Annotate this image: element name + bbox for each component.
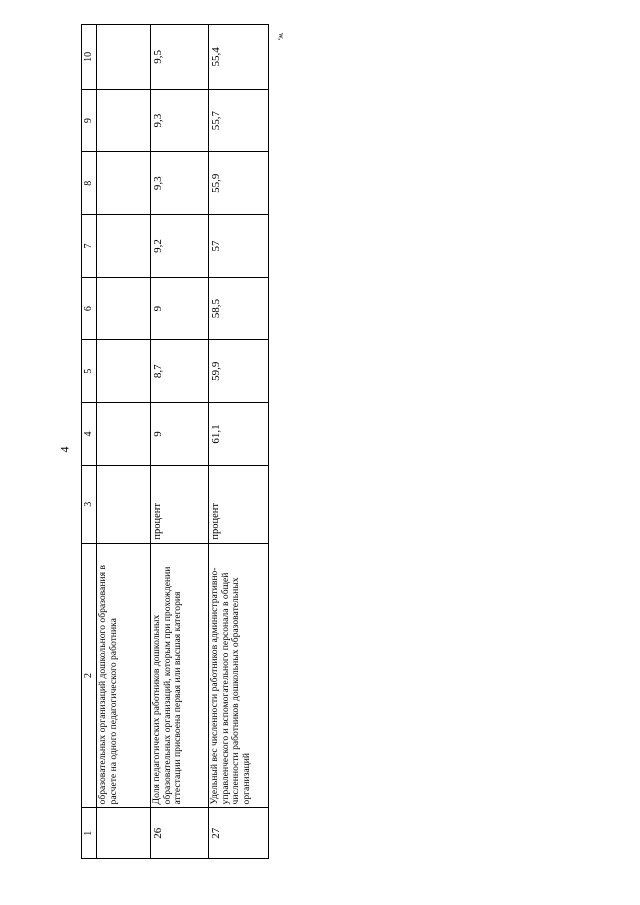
- indicators-table: [81, 24, 269, 859]
- value-cell: 9: [151, 403, 209, 466]
- value-cell: 55,9: [209, 152, 269, 215]
- header-col-9: 9: [82, 89, 97, 152]
- page-number: 4: [57, 446, 72, 453]
- value-cell: [97, 340, 151, 403]
- row-number: [97, 808, 151, 859]
- header-col-3: 3: [82, 465, 97, 543]
- unit-cell: [97, 465, 151, 543]
- value-cell: 55,7: [209, 89, 269, 152]
- table-row: [151, 25, 209, 859]
- value-cell: [97, 277, 151, 340]
- value-cell: 55,4: [209, 25, 269, 90]
- value-cell: 57: [209, 215, 269, 278]
- unit-cell: процент: [209, 465, 269, 543]
- value-cell: [97, 89, 151, 152]
- value-cell: 59,9: [209, 340, 269, 403]
- indicator-description: образовательных организаций дошкольного образования в расчете на одного педагогического работника: [97, 543, 151, 808]
- table-row: [97, 25, 151, 859]
- header-col-2: 2: [82, 543, 97, 808]
- indicator-description: Доля педагогических работников дошкольных образовательных организаций, которым при прохождении аттестации присвоена первая или высшая категория: [151, 543, 209, 808]
- row-number: 26: [151, 808, 209, 859]
- value-cell: [97, 152, 151, 215]
- header-col-4: 4: [82, 403, 97, 466]
- header-col-7: 7: [82, 215, 97, 278]
- table-row: [209, 25, 269, 859]
- indicator-description: Удельный вес численности работников административно-управленческого и вспомогательного персонала в общей численности работников дошкольных образовательных организаций: [209, 543, 269, 808]
- header-col-10: 10: [82, 25, 97, 90]
- value-cell: 9,2: [151, 215, 209, 278]
- header-col-8: 8: [82, 152, 97, 215]
- corner-mark: w,: [277, 32, 287, 41]
- value-cell: 61,1: [209, 403, 269, 466]
- value-cell: 58,5: [209, 277, 269, 340]
- value-cell: [97, 215, 151, 278]
- value-cell: 9,5: [151, 25, 209, 90]
- header-row: [82, 25, 97, 859]
- value-cell: 9: [151, 277, 209, 340]
- value-cell: 9,3: [151, 152, 209, 215]
- value-cell: [97, 403, 151, 466]
- value-cell: 9,3: [151, 89, 209, 152]
- row-number: 27: [209, 808, 269, 859]
- value-cell: [97, 25, 151, 90]
- header-col-5: 5: [82, 340, 97, 403]
- value-cell: 8,7: [151, 340, 209, 403]
- unit-cell: процент: [151, 465, 209, 543]
- rotated-table: [81, 24, 269, 859]
- header-col-1: 1: [82, 808, 97, 859]
- header-col-6: 6: [82, 277, 97, 340]
